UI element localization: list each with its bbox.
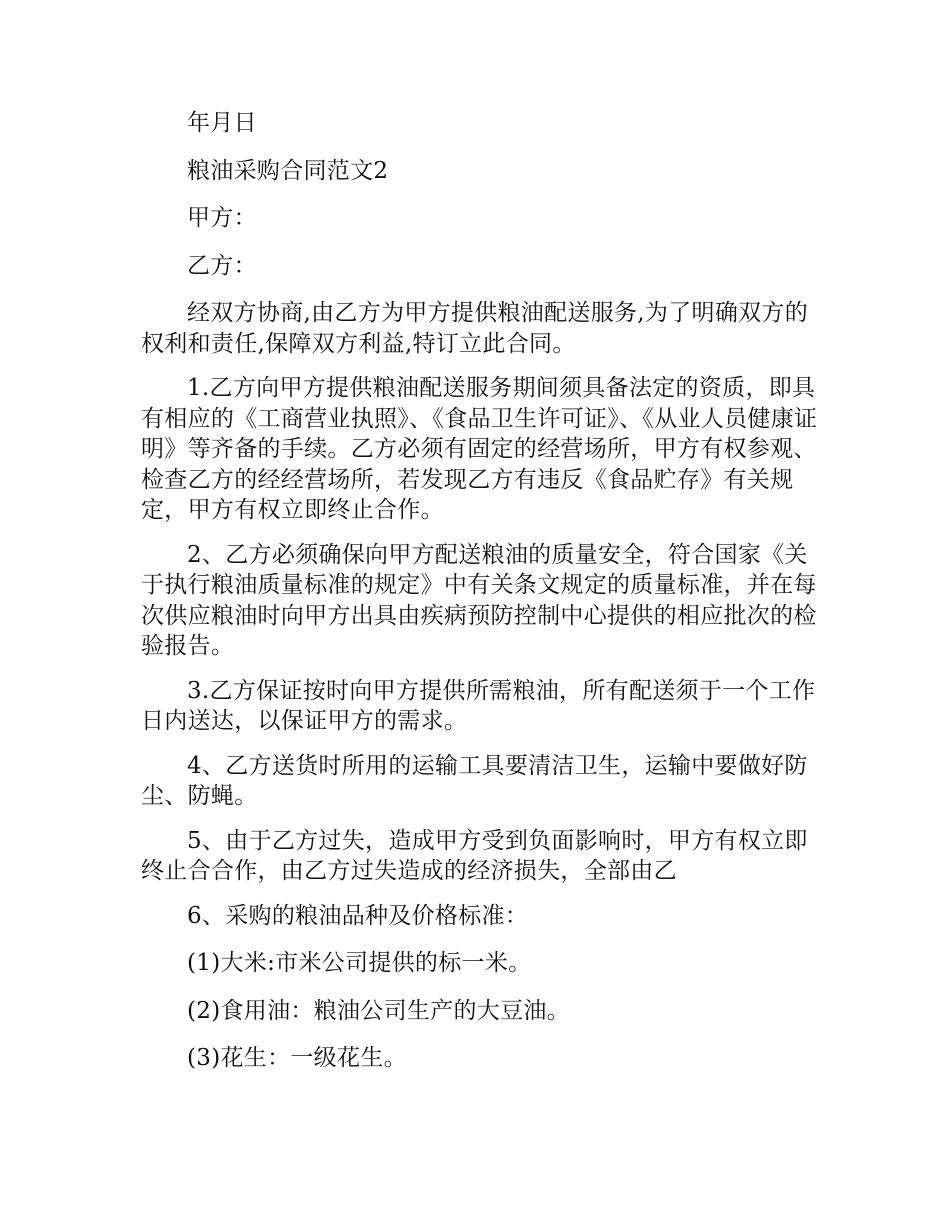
item-oil: (2)食用油：粮油公司生产的大豆油。 — [187, 997, 570, 1024]
clause-1: 1.乙方向甲方提供粮油配送服务期间须具备法定的资质，即具有相应的《工商营业执照》、《食品卫生许可证》、《从业人员健康证明》等齐备的手续。乙方必须有固定的经营场所，甲方有权参观、检查乙方的经经营场所，若发现乙方有违反《食品贮存》有关规定，甲方有权立即终止合作。 — [141, 375, 818, 523]
clause-4: 4、乙方送货时所用的运输工具要清洁卫生，运输中要做好防尘、防蝇。 — [141, 752, 808, 809]
date-line: 年月日 — [187, 110, 257, 136]
intro-paragraph: 经双方协商,由乙方为甲方提供粮油配送服务,为了明确双方的权利和责任,保障双方利益,特订立此合同。 — [141, 300, 809, 357]
document-title: 粮油采购合同范文2 — [187, 157, 389, 184]
clause-2: 2、乙方必须确保向甲方配送粮油的质量安全，符合国家《关于执行粮油质量标准的规定》中有关条文规定的质量标准，并在每次供应粮油时向甲方出具由疾病预防控制中心提供的相应批次的检验报告。 — [141, 541, 817, 659]
party-a-line: 甲方： — [187, 205, 257, 231]
item-peanut: (3)花生：一级花生。 — [187, 1045, 407, 1071]
document-body — [141, 108, 821, 1091]
clause-6: 6、采购的粮油品种及价格标准： — [187, 902, 529, 929]
clause-5: 5、由于乙方过失，造成甲方受到负面影响时，甲方有权立即终止合合作，由乙方过失造成的经济损失，全部由乙 — [141, 827, 808, 884]
clause-3: 3.乙方保证按时向甲方提供所需粮油，所有配送须于一个工作日内送达，以保证甲方的需求。 — [141, 677, 816, 734]
party-b-line: 乙方： — [187, 252, 257, 279]
item-rice: (1)大米:市米公司提供的标一米。 — [187, 950, 532, 976]
